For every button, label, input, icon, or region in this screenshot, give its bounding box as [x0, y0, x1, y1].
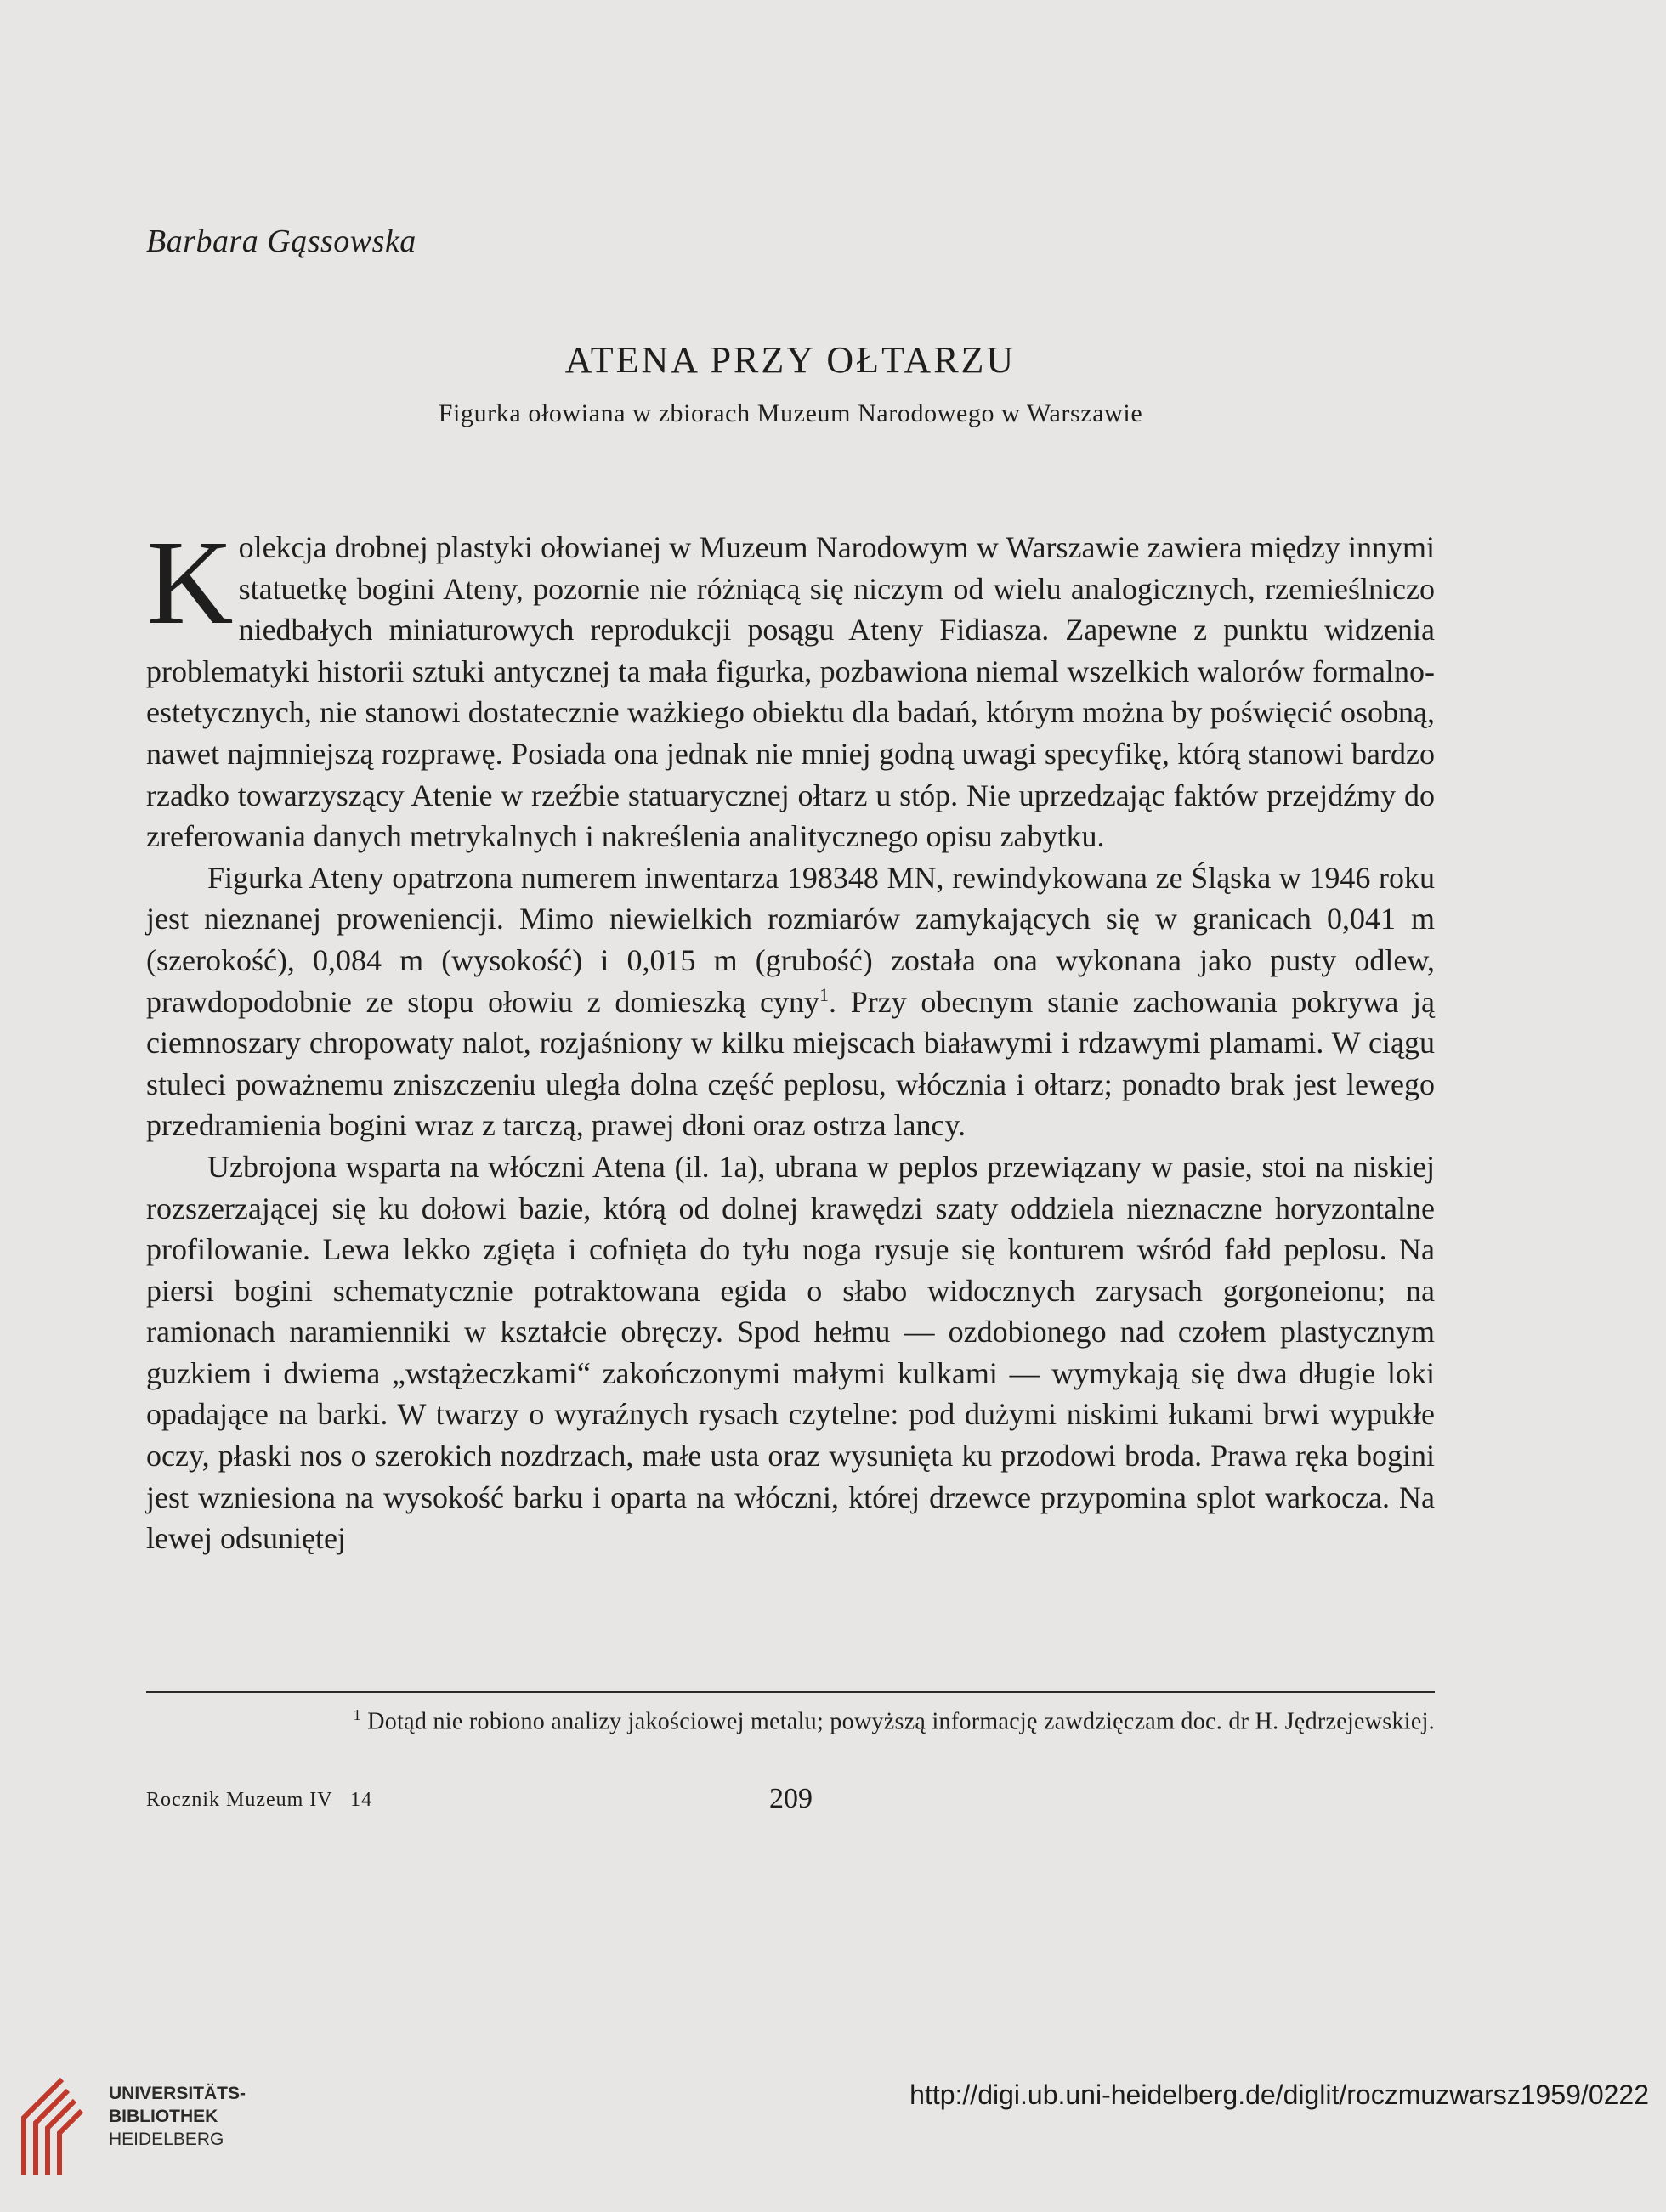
- paragraph-2: [146, 857, 1435, 1146]
- paragraph-1-text: olekcja drobnej plastyki ołowianej w Muzeum Narodowym w Warszawie zawiera między innymi statuetkę bogini Ateny, pozornie nie różniącą się niczym od wielu analogicznych, rzemieślniczo niedbałych miniaturowych reprodukcji posągu Ateny Fidiasza. Zapewne z punktu widzenia problematyki historii sztuki antycznej ta mała figurka, pozbawiona niemal wszelkich walorów formalno-estetycznych, nie stanowi dostatecznie ważkiego obiektu dla badań, którym można by poświęcić osobną, nawet najmniejszą rozprawę. Posiada ona jednak nie mniej godną uwagi specyfikę, którą stanowi bardzo rzadko towarzyszący Atenie w rzeźbie statuarycznej ołtarz u stóp. Nie uprzedzając faktów przejdźmy do zreferowania danych metrykalnych i nakreślenia analitycznego opisu zabytku.: [146, 530, 1435, 854]
- library-name-line3: HEIDELBERG: [109, 2130, 224, 2149]
- author-name: Barbara Gąssowska: [146, 223, 416, 259]
- page-number: 209: [769, 1783, 813, 1814]
- paragraph-3-text: Uzbrojona wsparta na włóczni Atena (il. 1a), ubrana w peplos przewiązany w pasie, stoi na niskiej rozszerzającej się ku dołowi bazie, którą od dolnej krawędzi szaty oddziela nieznaczne horyzontalne profilowanie. Lewa lekko zgięta i cofnięta do tyłu noga rysuje się konturem wśród fałd peplosu. Na piersi bogini schematycznie potraktowana egida o słabo widocznych zarysach gorgoneionu; na ramionach naramienniki w kształcie obręczy. Spod hełmu — ozdobionego nad czołem plastycznym guzkiem i dwiema „wstążeczkami“ zakończonymi małymi kulkami — wymykają się dwa długie loki opadające na barki. W twarzy o wyraźnych rysach czytelne: pod dużymi niskimi łukami brwi wypukłe oczy, płaski nos o szerokich nozdrzach, małe usta oraz wysunięta ku przodowi broda. Prawa ręka bogini jest wzniesiona na wysokość barku i oparta na włóczni, której drzewce przypomina splot warkocza. Na lewej odsuniętej: [146, 1149, 1435, 1556]
- library-name-line2: BIBLIOTHEK: [109, 2107, 218, 2126]
- article-subtitle: Figurka ołowiana w zbiorach Muzeum Narodowego w Warszawie: [438, 399, 1143, 427]
- library-name-line1: UNIVERSITÄTS-: [109, 2084, 246, 2103]
- paragraph-2-text: Figurka Ateny opatrzona numerem inwentarza 198348 MN, rewindykowana ze Śląska w 1946 roku jest nieznanej proweniencji. Mimo niewielkich rozmiarów zamykających się w granicach 0,041 m (szerokość), 0,084 m (wysokość) i 0,015 m (grubość) została ona wykonana jako pusty odlew, prawdopodobnie ze stopu ołowiu z domieszką cyny: [146, 860, 1435, 1019]
- article-title: ATENA PRZY OŁTARZU: [564, 339, 1017, 381]
- footnote-divider: [146, 1691, 1435, 1693]
- library-logo[interactable]: [15, 2067, 246, 2194]
- paragraph-2-text-continued: . Przy obecnym stanie zachowania pokrywa ją ciemnoszary chropowaty nalot, rozjaśniony w kilku miejscach białawymi i rdzawymi plamami. W ciągu stuleci poważnemu zniszczeniu uległa dolna część peplosu, włócznia i ołtarz; ponadto brak jest lewego przedramienia bogini wraz z tarczą, prawej dłoni oraz ostrza lancy.: [146, 984, 1435, 1143]
- drop-cap: K: [146, 515, 234, 649]
- paragraph-1: [146, 515, 1435, 857]
- footnote: [146, 1706, 1435, 1735]
- footnote-marker: 1: [353, 1706, 361, 1723]
- library-name: [109, 2082, 246, 2151]
- footnote-reference[interactable]: 1: [819, 983, 830, 1005]
- university-library-logo-icon: [15, 2067, 100, 2177]
- source-url-link[interactable]: http://digi.ub.uni-heidelberg.de/diglit/roczmuzwarsz1959/0222: [910, 2079, 1649, 2110]
- running-head: Rocznik Muzeum IV 14: [146, 1789, 373, 1811]
- article-body: [146, 515, 1435, 1559]
- footnote-text: Dotąd nie robiono analizy jakościowej metalu; powyższą informację zawdzięczam doc. dr H. Jędrzejewskiej.: [367, 1708, 1435, 1735]
- paragraph-3: [146, 1146, 1435, 1559]
